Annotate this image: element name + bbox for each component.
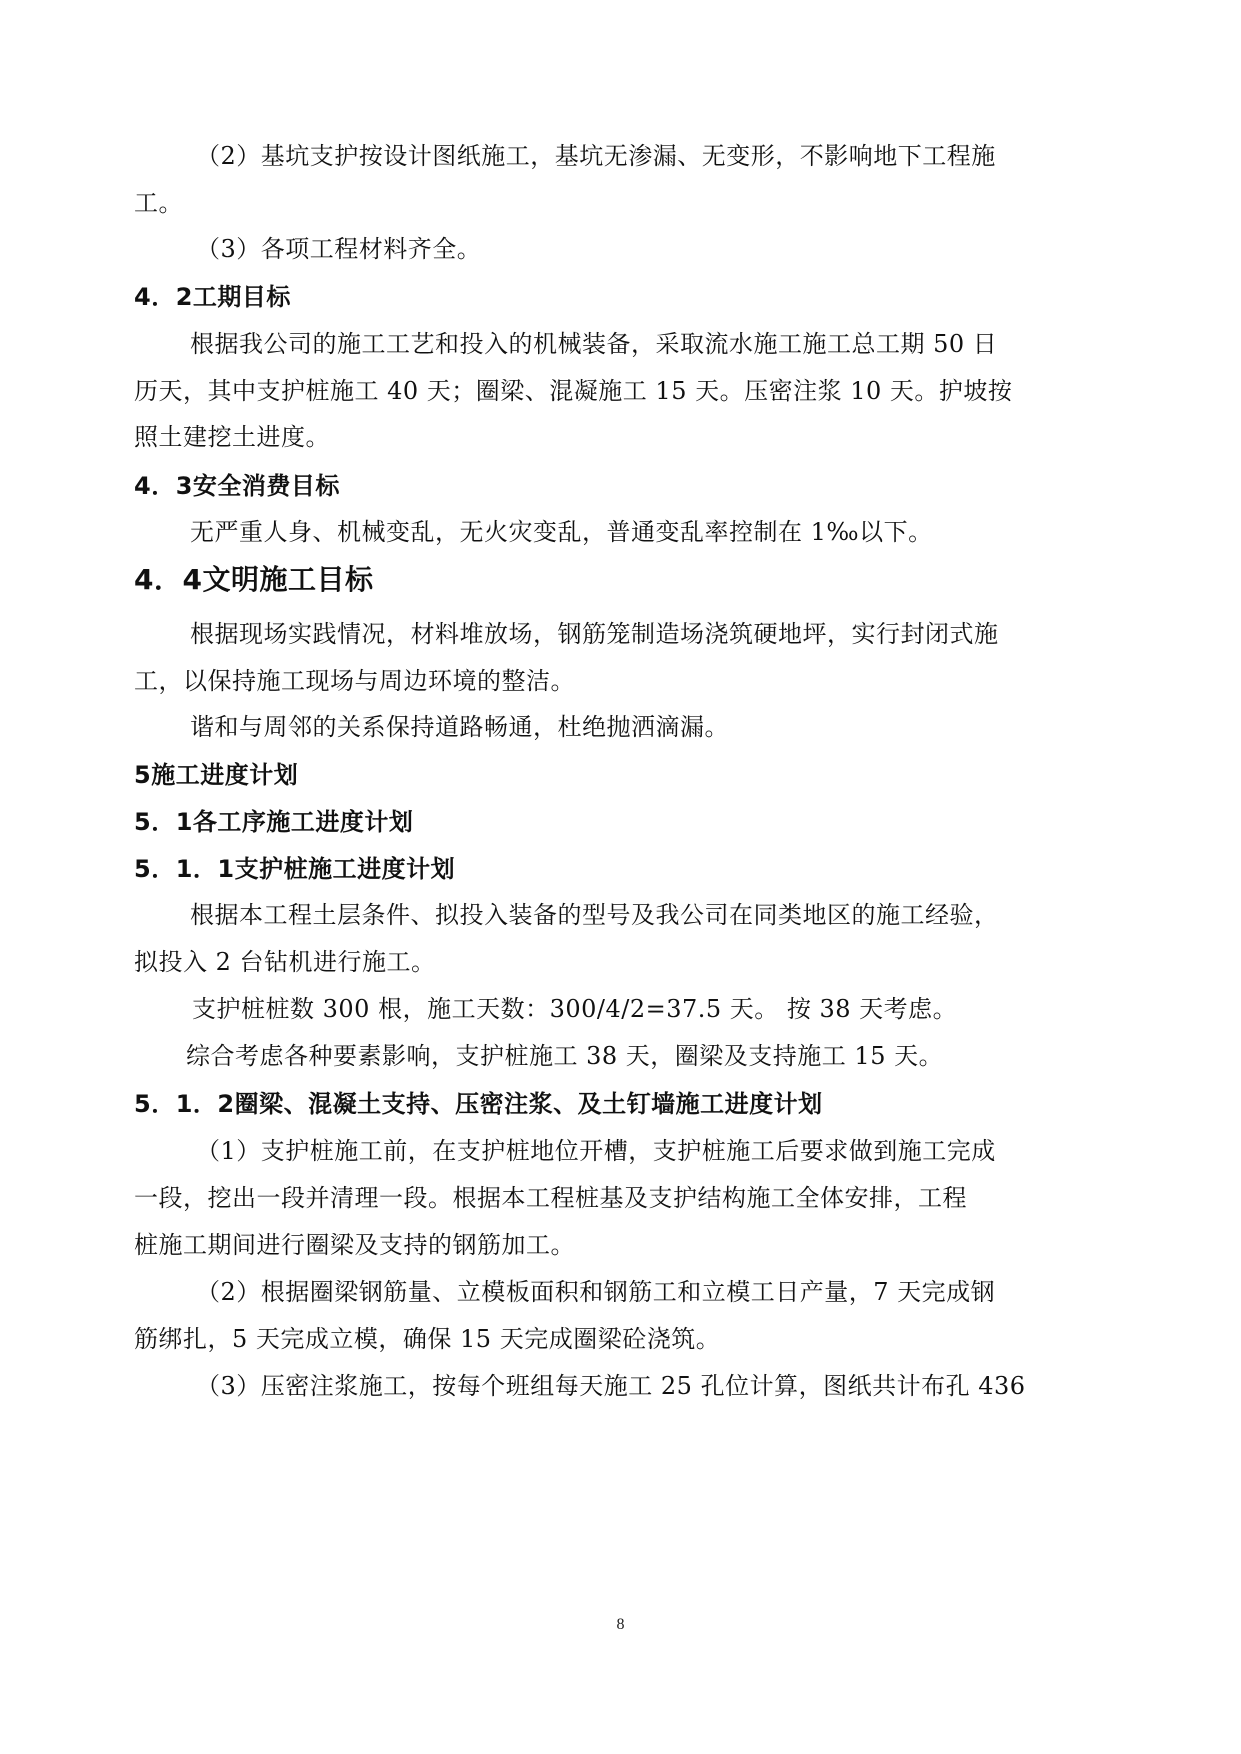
section-heading-4-2: 4．2工期目标 [134,283,291,311]
section-heading-5: 5施工进度计划 [134,761,299,789]
section-heading-5-1-1: 5．1．1支护桩施工进度计划 [134,855,456,883]
paragraph-line: （3）各项工程材料齐全。 [196,235,482,263]
paragraph-line: 根据我公司的施工工艺和投入的机械装备，采取流水施工施工总工期 50 日 [190,330,998,358]
paragraph-line: 工。 [134,189,183,217]
section-heading-5-1-2: 5．1．2圈梁、混凝土支持、压密注浆、及土钉墙施工进度计划 [134,1090,823,1118]
paragraph-line: 无严重人身、机械变乱，无火灾变乱，普通变乱率控制在 1‰以下。 [190,518,933,546]
paragraph-line: 工，以保持施工现场与周边环境的整洁。 [134,667,575,695]
paragraph-line: 桩施工期间进行圈梁及支持的钢筋加工。 [134,1231,575,1259]
paragraph-line: （2）根据圈梁钢筋量、立模板面积和钢筋工和立模工日产量，7 天完成钢 [196,1278,996,1306]
page-number: 8 [616,1616,625,1633]
paragraph-line: 一段，挖出一段并清理一段。根据本工程桩基及支护结构施工全体安排，工程 [134,1184,967,1212]
paragraph-line: 照土建挖土进度。 [134,423,330,451]
paragraph-line: 历天，其中支护桩施工 40 天；圈梁、混凝施工 15 天。压密注浆 10 天。护坡按 [134,377,1013,405]
paragraph-line: 筋绑扎，5 天完成立模，确保 15 天完成圈梁砼浇筑。 [134,1325,721,1353]
paragraph-line: （1）支护桩施工前，在支护桩地位开槽，支护桩施工后要求做到施工完成 [196,1137,996,1165]
paragraph-line: （3）压密注浆施工，按每个班组每天施工 25 孔位计算，图纸共计布孔 436 [196,1372,1026,1400]
section-heading-5-1: 5．1各工序施工进度计划 [134,808,414,836]
section-heading-4-3: 4．3安全消费目标 [134,472,340,500]
section-heading-4-4: 4．4文明施工目标 [134,563,374,596]
paragraph-line: 根据本工程土层条件、拟投入装备的型号及我公司在同类地区的施工经验， [190,901,999,929]
paragraph-line: 拟投入 2 台钻机进行施工。 [134,948,436,976]
paragraph-line: 支护桩桩数 300 根，施工天数：300/4/2=37.5 天。 按 38 天考虑。 [192,995,958,1023]
paragraph-line: 根据现场实践情况，材料堆放场，钢筋笼制造场浇筑硬地坪，实行封闭式施 [190,620,999,648]
paragraph-line: 综合考虑各种要素影响，支护桩施工 38 天，圈梁及支持施工 15 天。 [186,1042,944,1070]
paragraph-line: （2）基坑支护按设计图纸施工，基坑无渗漏、无变形，不影响地下工程施 [196,142,996,170]
paragraph-line: 谐和与周邻的关系保持道路畅通，杜绝抛洒滴漏。 [190,713,729,741]
